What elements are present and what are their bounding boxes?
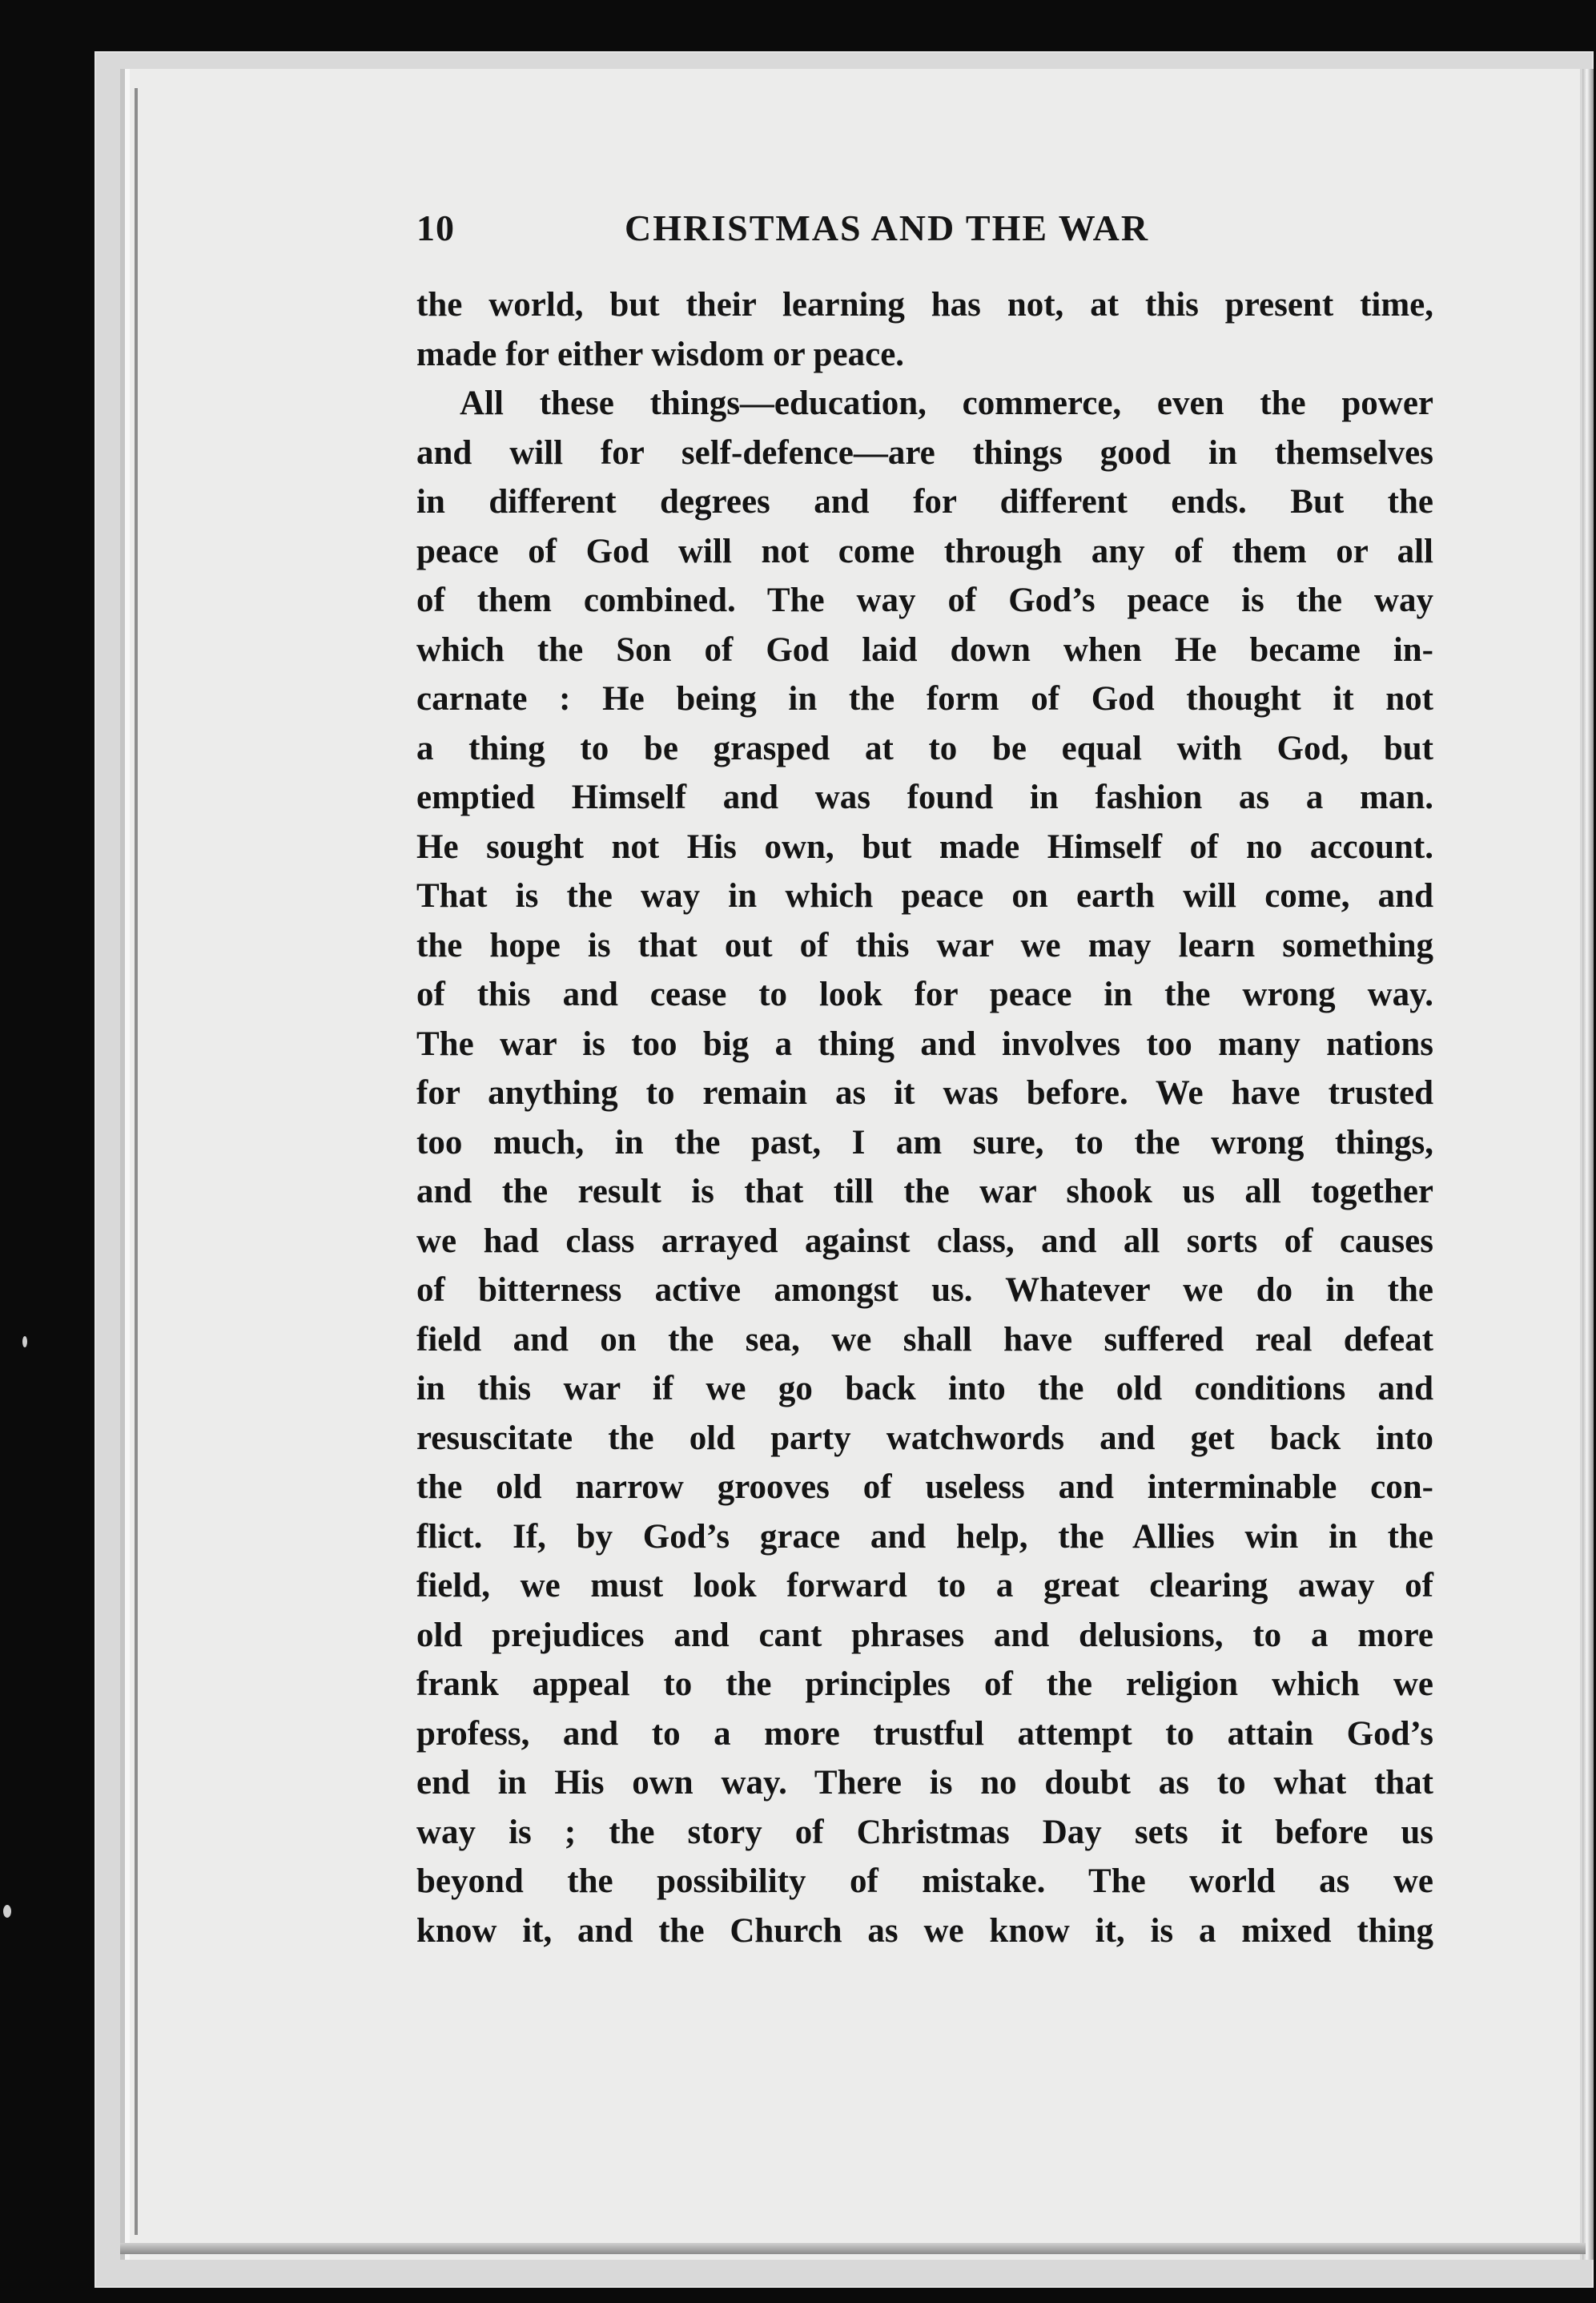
text-line: a thing to be grasped at to be equal with God, but xyxy=(416,729,1433,767)
text-line: know it, and the Church as we know it, is a mixed thing xyxy=(416,1911,1433,1950)
body-text xyxy=(416,280,1433,1955)
text-line: in this war if we go back into the old conditions and xyxy=(416,1370,1433,1407)
text-line: old prejudices and cant phrases and delusions, to a more xyxy=(416,1616,1433,1654)
text-line: and the result is that till the war shook us all together xyxy=(416,1173,1433,1210)
running-title: CHRISTMAS AND THE WAR xyxy=(625,207,1150,248)
page-number: 10 xyxy=(416,207,455,248)
text-line: we had class arrayed against class, and all sorts of causes xyxy=(416,1222,1433,1260)
text-line: of them combined. The way of God’s peace is the way xyxy=(416,582,1433,619)
text-line: carnate : He being in the form of God thought it not xyxy=(416,680,1433,718)
text-line: He sought not His own, but made Himself of no account. xyxy=(416,827,1433,866)
text-line: for anything to remain as it was before. We have trusted xyxy=(416,1074,1433,1112)
text-line: which the Son of God laid down when He became in- xyxy=(416,630,1433,669)
page-header xyxy=(416,207,1433,263)
text-line: and will for self-defence—are things good in themselves xyxy=(416,433,1433,472)
text-line: way is ; the story of Christmas Day sets it before us xyxy=(416,1813,1433,1851)
text-line: end in His own way. There is no doubt as to what that xyxy=(416,1764,1433,1802)
text-line: in different degrees and for different ends. But the xyxy=(416,483,1433,521)
scan-speck xyxy=(22,1336,27,1347)
text-line: All these things—education, commerce, even the power xyxy=(460,385,1433,422)
binding-edge xyxy=(135,88,138,2235)
text-line: That is the way in which peace on earth will come, and xyxy=(416,877,1433,915)
text-line: peace of God will not come through any of them or all xyxy=(416,532,1433,570)
text-line: resuscitate the old party watchwords and get back into xyxy=(416,1419,1433,1457)
text-line: profess, and to a more trustful attempt to attain God’s xyxy=(416,1714,1433,1753)
page-bottom-edge xyxy=(120,2243,1586,2254)
text-line: field, we must look forward to a great clearing away of xyxy=(416,1567,1433,1604)
text-line: emptied Himself and was found in fashion as a man. xyxy=(416,779,1433,816)
text-line: too much, in the past, I am sure, to the wrong things, xyxy=(416,1123,1433,1162)
text-line: of this and cease to look for peace in the wrong way. xyxy=(416,976,1433,1013)
text-line: the hope is that out of this war we may learn something xyxy=(416,926,1433,964)
text-line: The war is too big a thing and involves too many nations xyxy=(416,1025,1433,1063)
text-line: the world, but their learning has not, at this present time, xyxy=(416,286,1433,324)
text-line: field and on the sea, we shall have suffered real defeat xyxy=(416,1320,1433,1359)
scan-speck xyxy=(3,1905,11,1918)
text-line: made for either wisdom or peace. xyxy=(416,335,905,373)
text-line: the old narrow grooves of useless and interminable con- xyxy=(416,1468,1433,1506)
text-line: beyond the possibility of mistake. The world as we xyxy=(416,1862,1433,1900)
text-line: flict. If, by God’s grace and help, the Allies win in the xyxy=(416,1517,1433,1556)
text-line: frank appeal to the principles of the religion which we xyxy=(416,1665,1433,1703)
text-line: of bitterness active amongst us. Whatever we do in the xyxy=(416,1271,1433,1309)
